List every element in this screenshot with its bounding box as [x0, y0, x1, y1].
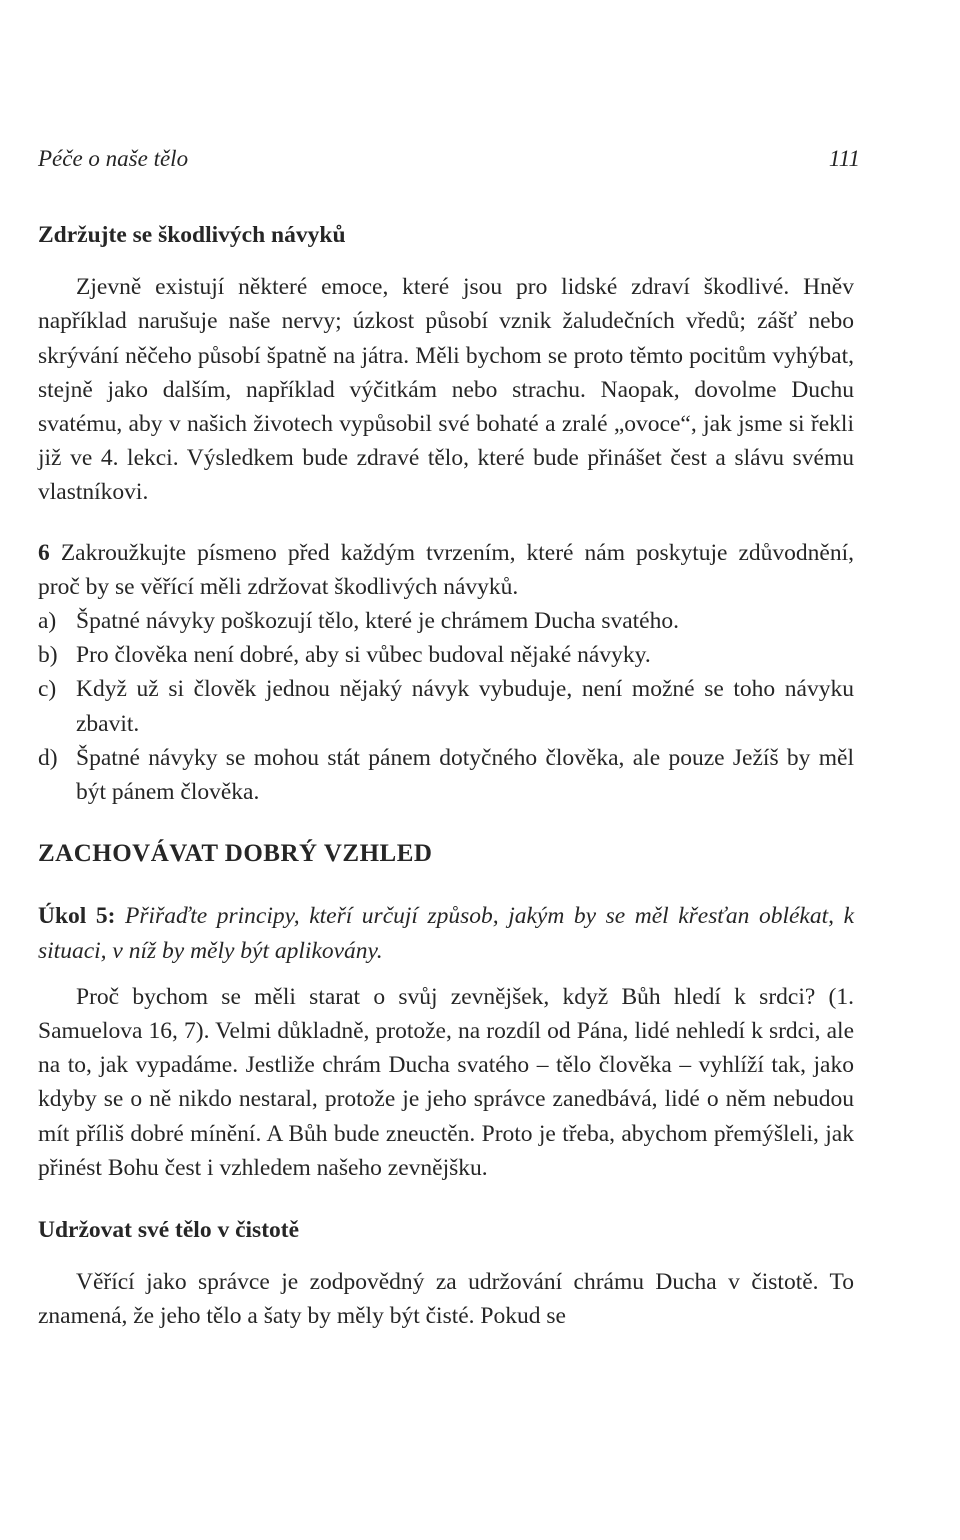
task-5: [38, 899, 854, 967]
question-text: Zakroužkujte písmeno před každým tvrzením, které nám poskytuje zdůvodnění, proč by se věřící měli zdržovat škodlivých návyků.: [38, 539, 854, 600]
option-text: Když už si člověk jednou nějaký návyk vybuduje, není možné se toho návyku zbavit.: [76, 676, 854, 737]
option-a[interactable]: [38, 604, 854, 638]
option-letter: d): [38, 744, 58, 771]
paragraph-cleanliness: Věřící jako správce je zodpovědný za udržování chrámu Ducha v čistotě. To znamená, že jeho tělo a šaty by měly být čisté. Pokud se: [38, 1269, 854, 1330]
question-6: [38, 536, 854, 604]
section-heading-harmful-habits: Zdržujte se škodlivých návyků: [38, 222, 346, 248]
option-c[interactable]: [38, 672, 854, 740]
paragraph-appearance: Proč bychom se měli starat o svůj zevnějšek, když Bůh hledí k srdci? (1. Samuelova 16, 7). Velmi důkladně, protože, na rozdíl od Pána, lidé nehledí k srdci, ale na to, jak vypadáme. Jestliže chrám Ducha svatého – tělo člověka – vyhlíží tak, jako kdyby se o ně nikdo nestaral, protože je jeho správce zanedbává, lidé o něm nebudou mít příliš dobré mínění. A Bůh bude zneuctěn. Proto je třeba, abychom přemýšleli, jak přinést Bohu čest i vzhledem našeho zevnějšku.: [38, 983, 854, 1181]
option-text: Špatné návyky se mohou stát pánem dotyčného člověka, ale pouze Ježíš by měl být pánem člověka.: [76, 744, 854, 806]
option-letter: c): [38, 676, 57, 703]
option-text: Pro člověka není dobré, aby si vůbec budoval nějaké návyky.: [76, 642, 651, 669]
section-heading-cleanliness: Udržovat své tělo v čistotě: [38, 1217, 300, 1244]
task-label: Úkol 5:: [38, 903, 116, 930]
option-letter: b): [38, 642, 58, 669]
section-heading-appearance: ZACHOVÁVAT DOBRÝ VZHLED: [38, 840, 433, 868]
answer-options: [38, 604, 854, 809]
question-number: 6: [38, 539, 50, 566]
task-text: Přiřaďte principy, kteří určují způsob, jakým by se měl křesťan oblékat, k situaci, v níž by měly být aplikovány.: [38, 903, 854, 964]
option-letter: a): [38, 608, 57, 635]
option-b[interactable]: [38, 638, 854, 672]
page-number: 111: [828, 146, 860, 171]
paragraph-harmful-habits: Zjevně existují některé emoce, které jsou pro lidské zdraví škodlivé. Hněv například narušuje naše nervy; úzkost působí vznik žaludečních vředů; zášť nebo skrývání něčeho působí špatně na játra. Měli bychom se proto těmto pocitům vyhýbat, stejně jako dalším, například výčitkám nebo strachu. Naopak, dovolme Duchu svatému, aby v našich životech vypůsobil své bohaté a zralé „ovoce“, jak jsme si řekli již ve 4. lekci. Výsledkem bude zdravé tělo, které bude přinášet čest a slávu svému vlastníkovi.: [38, 274, 854, 506]
page-body: [38, 218, 854, 1334]
option-d[interactable]: [38, 741, 854, 809]
running-header: [38, 146, 860, 178]
option-text: Špatné návyky poškozují tělo, které je chrámem Ducha svatého.: [76, 608, 679, 635]
running-title: Péče o naše tělo: [38, 146, 189, 171]
